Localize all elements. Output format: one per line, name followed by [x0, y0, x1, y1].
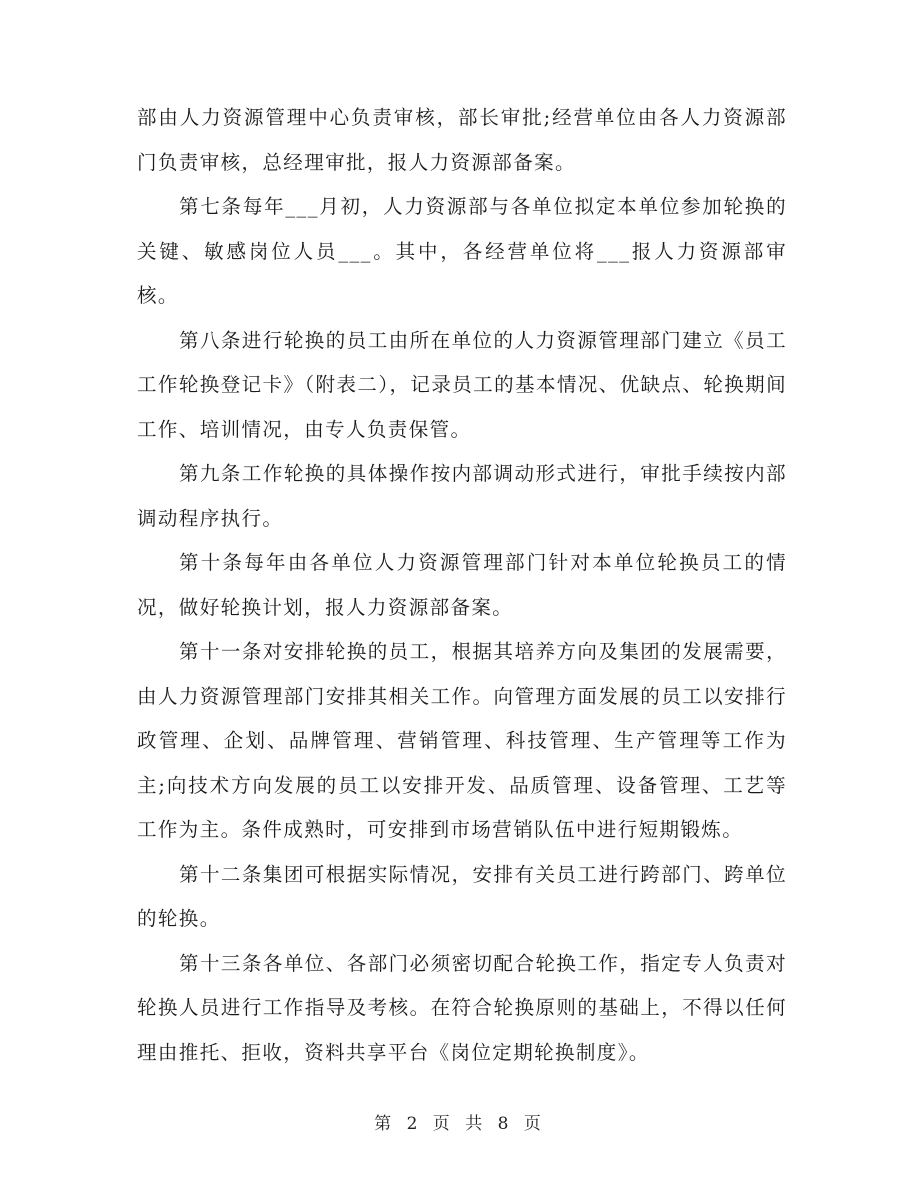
page-number-footer: 第 2 页 共 8 页	[374, 1114, 546, 1134]
paragraph-article-13: 第十三条各单位、各部门必须密切配合轮换工作，指定专人负责对轮换人员进行工作指导及考核。在符合轮换原则的基础上，不得以任何理由推托、拒收，资料共享平台《岗位定期轮换制度》。	[137, 951, 787, 1064]
paragraph-article-10: 第十条每年由各单位人力资源管理部门针对本单位轮换员工的情况，做好轮换计划，报人力资源部备案。	[137, 551, 787, 619]
paragraph-article-8: 第八条进行轮换的员工由所在单位的人力资源管理部门建立《员工工作轮换登记卡》（附表二），记录员工的基本情况、优缺点、轮换期间工作、培训情况，由专人负责保管。	[137, 328, 787, 441]
paragraph-article-7: 第七条每年___月初，人力资源部与各单位拟定本单位参加轮换的关键、敏感岗位人员___。其中，各经营单位将___报人力资源部审核。	[137, 195, 787, 307]
paragraph-article-9: 第九条工作轮换的具体操作按内部调动形式进行，审批手续按内部调动程序执行。	[137, 462, 787, 530]
paragraph-article-12: 第十二条集团可根据实际情况，安排有关员工进行跨部门、跨单位的轮换。	[137, 862, 787, 930]
document-body	[137, 96, 787, 1075]
paragraph-continuation: 部由人力资源管理中心负责审核，部长审批;经营单位由各人力资源部门负责审核，总经理审批，报人力资源部备案。	[137, 106, 787, 174]
paragraph-article-11: 第十一条对安排轮换的员工，根据其培养方向及集团的发展需要，由人力资源管理部门安排其相关工作。向管理方面发展的员工以安排行政管理、企划、品牌管理、营销管理、科技管理、生产管理等工作为主;向技术方向发展的员工以安排开发、品质管理、设备管理、工艺等工作为主。条件成熟时，可安排到市场营销队伍中进行短期锻炼。	[137, 640, 787, 841]
